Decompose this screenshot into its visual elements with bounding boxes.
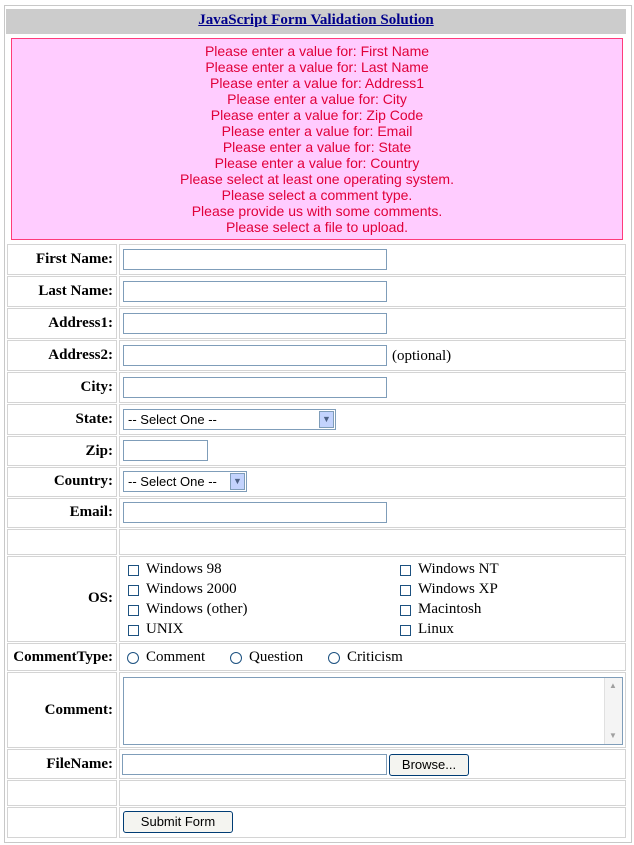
page-title-link[interactable]: JavaScript Form Validation Solution <box>198 12 434 28</box>
scroll-up-icon[interactable]: ▲ <box>609 681 617 690</box>
address2-label: Address2: <box>48 347 113 363</box>
scroll-down-icon[interactable]: ▼ <box>609 731 617 740</box>
address1-cell <box>119 308 626 339</box>
error-message: Please enter a value for: State <box>222 139 412 155</box>
spacer-label-cell <box>7 529 117 555</box>
submit-form-button[interactable]: Submit Form <box>123 811 233 833</box>
error-message: Please enter a value for: Country <box>214 155 420 171</box>
error-summary-box <box>11 38 623 240</box>
zip-label-cell <box>7 436 117 466</box>
browse-button[interactable]: Browse... <box>389 754 469 776</box>
comment-label-cell <box>7 672 117 748</box>
country-cell <box>119 467 626 497</box>
comment-type-label: CommentType: <box>13 649 113 665</box>
address2-label-cell <box>7 340 117 371</box>
address2-cell <box>119 340 626 371</box>
os-checkbox[interactable] <box>128 605 139 616</box>
error-message: Please select a comment type. <box>221 187 413 203</box>
os-label: OS: <box>87 590 113 606</box>
comment-type-radio[interactable] <box>328 652 340 664</box>
last-name-cell <box>119 276 626 307</box>
comment-type-radio[interactable] <box>127 652 139 664</box>
spacer-cell <box>119 780 626 806</box>
error-message: Please enter a value for: Zip Code <box>210 107 424 123</box>
os-label-cell <box>7 556 117 642</box>
city-cell <box>119 372 626 403</box>
email-label: Email: <box>69 504 113 520</box>
os-option-label: Windows (other) <box>146 601 248 617</box>
file-name-cell <box>119 749 626 779</box>
state-select[interactable] <box>123 409 336 430</box>
os-option-label: UNIX <box>146 621 184 637</box>
address1-label-cell <box>7 308 117 339</box>
address2-input[interactable] <box>123 345 387 366</box>
last-name-input[interactable] <box>123 281 387 302</box>
chevron-down-icon[interactable]: ▼ <box>230 473 245 490</box>
comment-type-cell <box>119 643 626 671</box>
country-label: Country: <box>53 473 113 489</box>
first-name-cell <box>119 244 626 275</box>
country-label-cell <box>7 467 117 497</box>
state-cell <box>119 404 626 435</box>
city-label-cell <box>7 372 117 403</box>
comment-scrollbar[interactable] <box>604 678 622 744</box>
os-option-label: Windows 98 <box>146 561 222 577</box>
email-label-cell <box>7 498 117 528</box>
comment-type-option-label: Criticism <box>347 649 403 665</box>
os-option-label: Windows NT <box>418 561 499 577</box>
spacer-label-cell <box>7 780 117 806</box>
os-checkbox[interactable] <box>400 605 411 616</box>
file-name-label-cell <box>7 749 117 779</box>
os-checkbox[interactable] <box>128 585 139 596</box>
country-select-value: -- Select One -- <box>128 474 217 489</box>
zip-cell <box>119 436 626 466</box>
os-option-label: Macintosh <box>418 601 482 617</box>
error-message: Please select a file to upload. <box>225 219 409 235</box>
os-option-label: Windows XP <box>418 581 498 597</box>
os-option-label: Windows 2000 <box>146 581 237 597</box>
os-cell <box>119 556 626 642</box>
title-bar <box>6 9 626 34</box>
first-name-label: First Name: <box>35 251 113 267</box>
error-message: Please enter a value for: Address1 <box>209 75 425 91</box>
error-message: Please select at least one operating system. <box>180 171 454 187</box>
os-checkbox[interactable] <box>128 625 139 636</box>
comment-type-label-cell <box>7 643 117 671</box>
zip-input[interactable] <box>123 440 208 461</box>
spacer-cell <box>119 529 626 555</box>
error-message: Please enter a value for: Last Name <box>205 59 429 75</box>
chevron-down-icon[interactable]: ▼ <box>319 411 334 428</box>
address1-label: Address1: <box>48 315 113 331</box>
address2-optional-note: (optional) <box>392 348 452 364</box>
email-input[interactable] <box>123 502 387 523</box>
city-input[interactable] <box>123 377 387 398</box>
file-path-input[interactable] <box>122 754 387 775</box>
error-message: Please enter a value for: City <box>227 91 407 107</box>
zip-label: Zip: <box>85 443 113 459</box>
error-message: Please enter a value for: First Name <box>204 43 430 59</box>
state-select-value: -- Select One -- <box>128 412 217 427</box>
country-select[interactable] <box>123 471 247 492</box>
os-checkbox[interactable] <box>400 585 411 596</box>
comment-textarea[interactable] <box>123 677 623 745</box>
city-label: City: <box>80 379 113 395</box>
os-checkbox[interactable] <box>128 565 139 576</box>
error-message: Please enter a value for: Email <box>221 123 413 139</box>
comment-type-radio[interactable] <box>230 652 242 664</box>
first-name-input[interactable] <box>123 249 387 270</box>
last-name-label-cell <box>7 276 117 307</box>
os-option-label: Linux <box>418 621 454 637</box>
comment-label: Comment: <box>44 702 113 718</box>
comment-type-option-label: Question <box>249 649 304 665</box>
file-name-label: FileName: <box>46 756 113 772</box>
state-label-cell <box>7 404 117 435</box>
first-name-label-cell <box>7 244 117 275</box>
state-label: State: <box>75 411 113 427</box>
os-checkbox[interactable] <box>400 625 411 636</box>
error-message: Please provide us with some comments. <box>191 203 443 219</box>
comment-type-option-label: Comment <box>146 649 206 665</box>
submit-label-cell <box>7 807 117 838</box>
address1-input[interactable] <box>123 313 387 334</box>
os-checkbox[interactable] <box>400 565 411 576</box>
email-cell <box>119 498 626 528</box>
submit-cell <box>119 807 626 838</box>
last-name-label: Last Name: <box>38 283 113 299</box>
comment-cell <box>119 672 626 748</box>
